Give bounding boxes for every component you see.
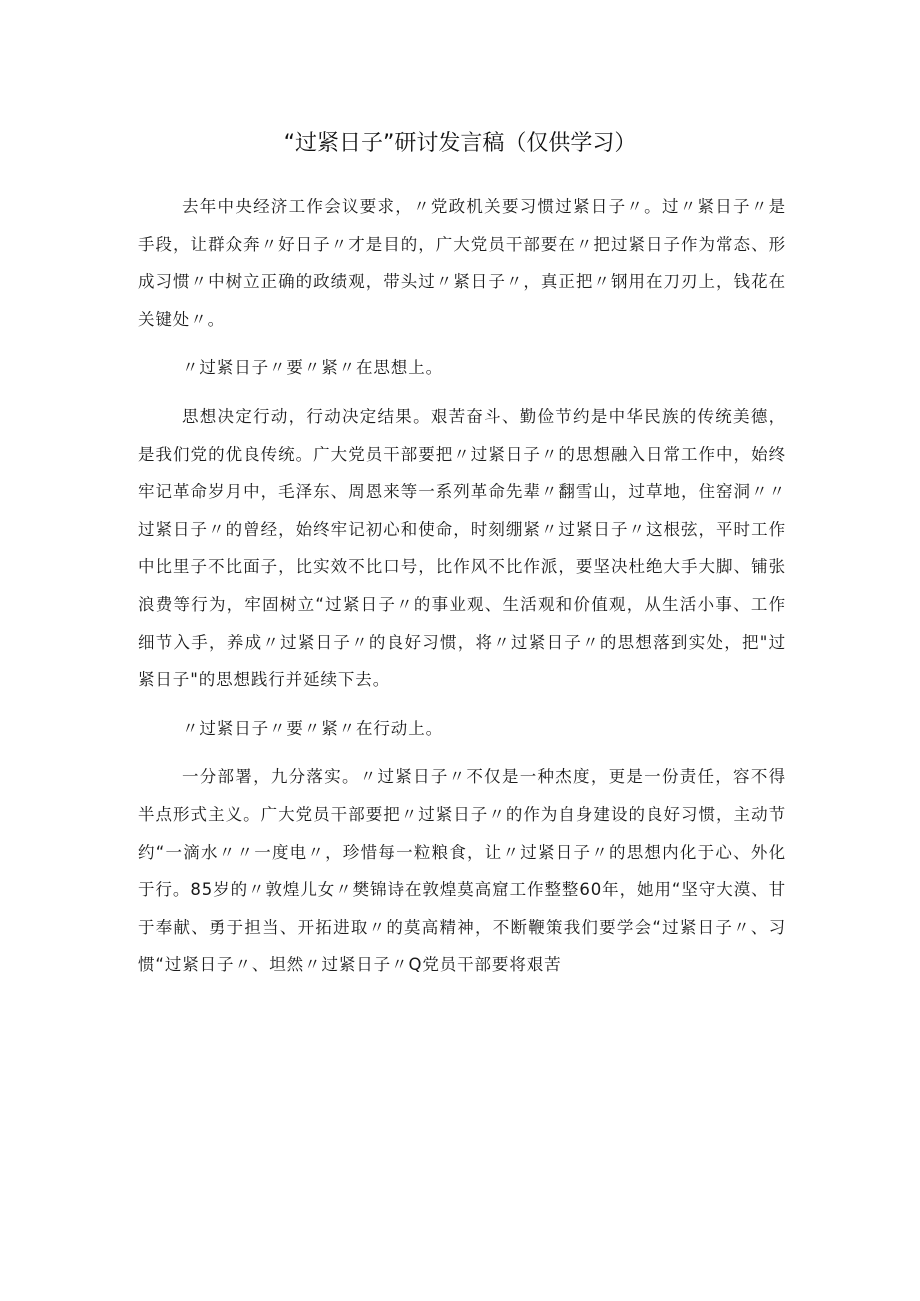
thought-paragraph: 思想决定行动，行动决定结果。艰苦奋斗、勤俭节约是中华民族的传统美德，是我们党的优良传统。广大党员干部要把〃过紧日子〃的思想融入日常工作中，始终牢记革命岁月中，毛泽东、周恩来等一系列革命先辈〃翻雪山，过草地，住窑洞〃〃过紧日子〃的曾经，始终牢记初心和使命，时刻绷紧〃过紧日子〃这根弦，平时工作中比里子不比面子，比实效不比口号，比作风不比作派，要坚决杜绝大手大脚、铺张浪费等行为，牢固树立“过紧日子〃的事业观、生活观和价值观，从生活小事、工作细节入手，养成〃过紧日子〃的良好习惯，将〃过紧日子〃的思想落到实处，把"过紧日子"的思想践行并延续下去。 xyxy=(138,406,786,690)
section-heading-thought: 〃过紧日子〃要〃紧〃在思想上。 xyxy=(182,358,443,378)
section-heading-action: 〃过紧日子〃要〃紧〃在行动上。 xyxy=(182,718,443,738)
intro-paragraph: 去年中央经济工作会议要求，〃党政机关要习惯过紧日子〃。过〃紧日子〃是手段，让群众奔〃好日子〃才是目的，广大党员干部要在〃把过紧日子作为常态、形成习惯〃中树立正确的政绩观，带头过〃紧日子〃，真正把〃钢用在刀刃上，钱花在关键处〃。 xyxy=(138,197,786,329)
action-paragraph: 一分部署，九分落实。〃过紧日子〃不仅是一种杰度，更是一份责任，容不得半点形式主义。广大党员干部要把〃过紧日子〃的作为自身建设的良好习惯，主动节约“一滴水〃〃一度电〃，珍惜每一粒粮食，让〃过紧日子〃的思想内化于心、外化于行。85岁的〃敦煌儿女〃樊锦诗在敦煌莫高窟工作整整60年，她用“坚守大漠、甘于奉献、勇于担当、开拓进取〃的莫高精神，不断鞭策我们要学会“过紧日子〃、习惯“过紧日子〃、坦然〃过紧日子〃Q党员干部要将艰苦 xyxy=(138,767,786,975)
document-body xyxy=(138,188,786,995)
document-title: “过紧日子”研讨发言稿（仅供学习） xyxy=(283,131,637,156)
